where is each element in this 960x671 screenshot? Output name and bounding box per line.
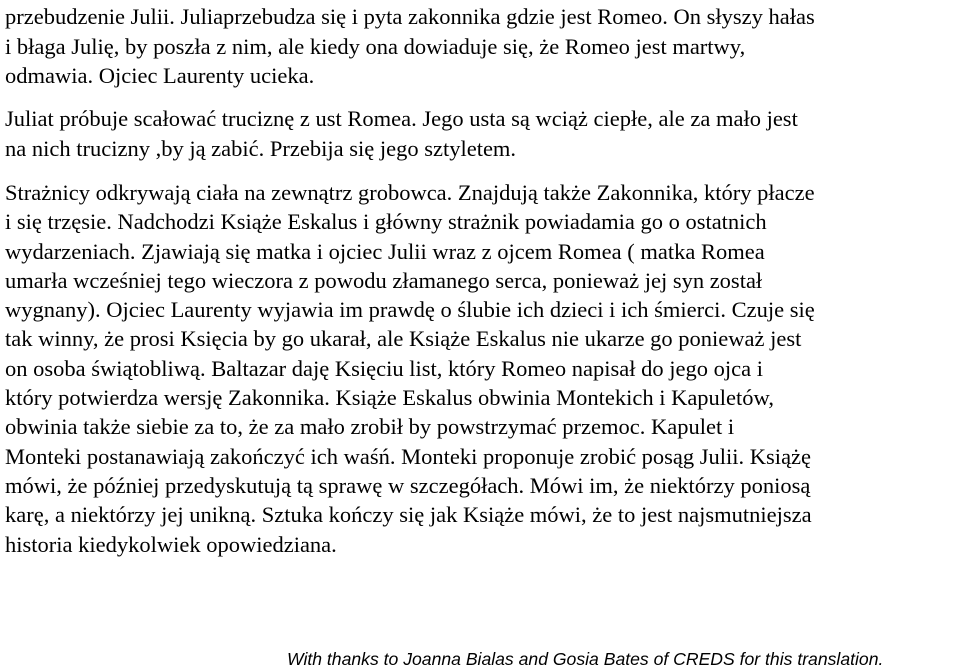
text-line: mówi, że później przedyskutują tą sprawę w szczegółach. Mówi im, że niektórzy poniosą [5, 472, 811, 498]
paragraph-guards [5, 178, 815, 559]
text-line: Strażnicy odkrywają ciała na zewnątrz grobowca. Znajdują także Zakonnika, który płacze [5, 180, 815, 205]
paragraph-poison [5, 104, 798, 163]
translation-credit: With thanks to Joanna Bialas and Gosia Bates of CREDS for this translation. [287, 649, 884, 669]
text-line: historia kiedykolwiek opowiedziana. [5, 531, 337, 557]
text-line: tak winny, że prosi Księcia by go ukarał, ale Książe Eskalus nie ukarze go ponieważ jest [5, 326, 802, 352]
text-line: i się trzęsie. Nadchodzi Książe Eskalus i główny strażnik powiadamia go o ostatnich [5, 209, 767, 235]
text-line: wygnany). Ojciec Laurenty wyjawia im prawdę o ślubie ich dzieci i ich śmierci. Czuje się [5, 297, 815, 323]
text-line: Monteki postanawiają zakończyć ich waśń. Monteki proponuje zrobić posąg Julii. Książę [5, 443, 812, 469]
text-line: karę, a niektórzy jej unikną. Sztuka kończy się jak Książe mówi, że to jest najsmutniejsza [5, 502, 812, 528]
paragraph-awakening [5, 2, 815, 91]
text-line: który potwierdza wersję Zakonnika. Książe Eskalus obwinia Montekich i Kapuletów, [5, 385, 774, 411]
text-line: przebudzenie Julii. Juliaprzebudza się i pyta zakonnika gdzie jest Romeo. On słyszy hałas [5, 4, 815, 29]
text-line: umarła wcześniej tego wieczora z powodu złamanego serca, ponieważ jej syn został [5, 267, 763, 293]
text-line: na nich trucizny ,by ją zabić. Przebija się jego sztyletem. [5, 135, 517, 161]
text-line: on osoba świątobliwą. Baltazar daję Księciu list, który Romeo napisał do jego ojca i [5, 355, 763, 381]
text-line: odmawia. Ojciec Laurenty ucieka. [5, 63, 315, 88]
text-line: obwinia także siebie za to, że za mało zrobił by powstrzymać przemoc. Kapulet i [5, 414, 735, 440]
text-line: wydarzeniach. Zjawiają się matka i ojciec Julii wraz z ojcem Romea ( matka Romea [5, 238, 765, 264]
text-line: i błaga Julię, by poszła z nim, ale kiedy ona dowiaduje się, że Romeo jest martwy, [5, 33, 746, 59]
text-line: Juliat próbuje scałować truciznę z ust Romea. Jego usta są wciąż ciepłe, ale za mało jest [5, 106, 798, 131]
